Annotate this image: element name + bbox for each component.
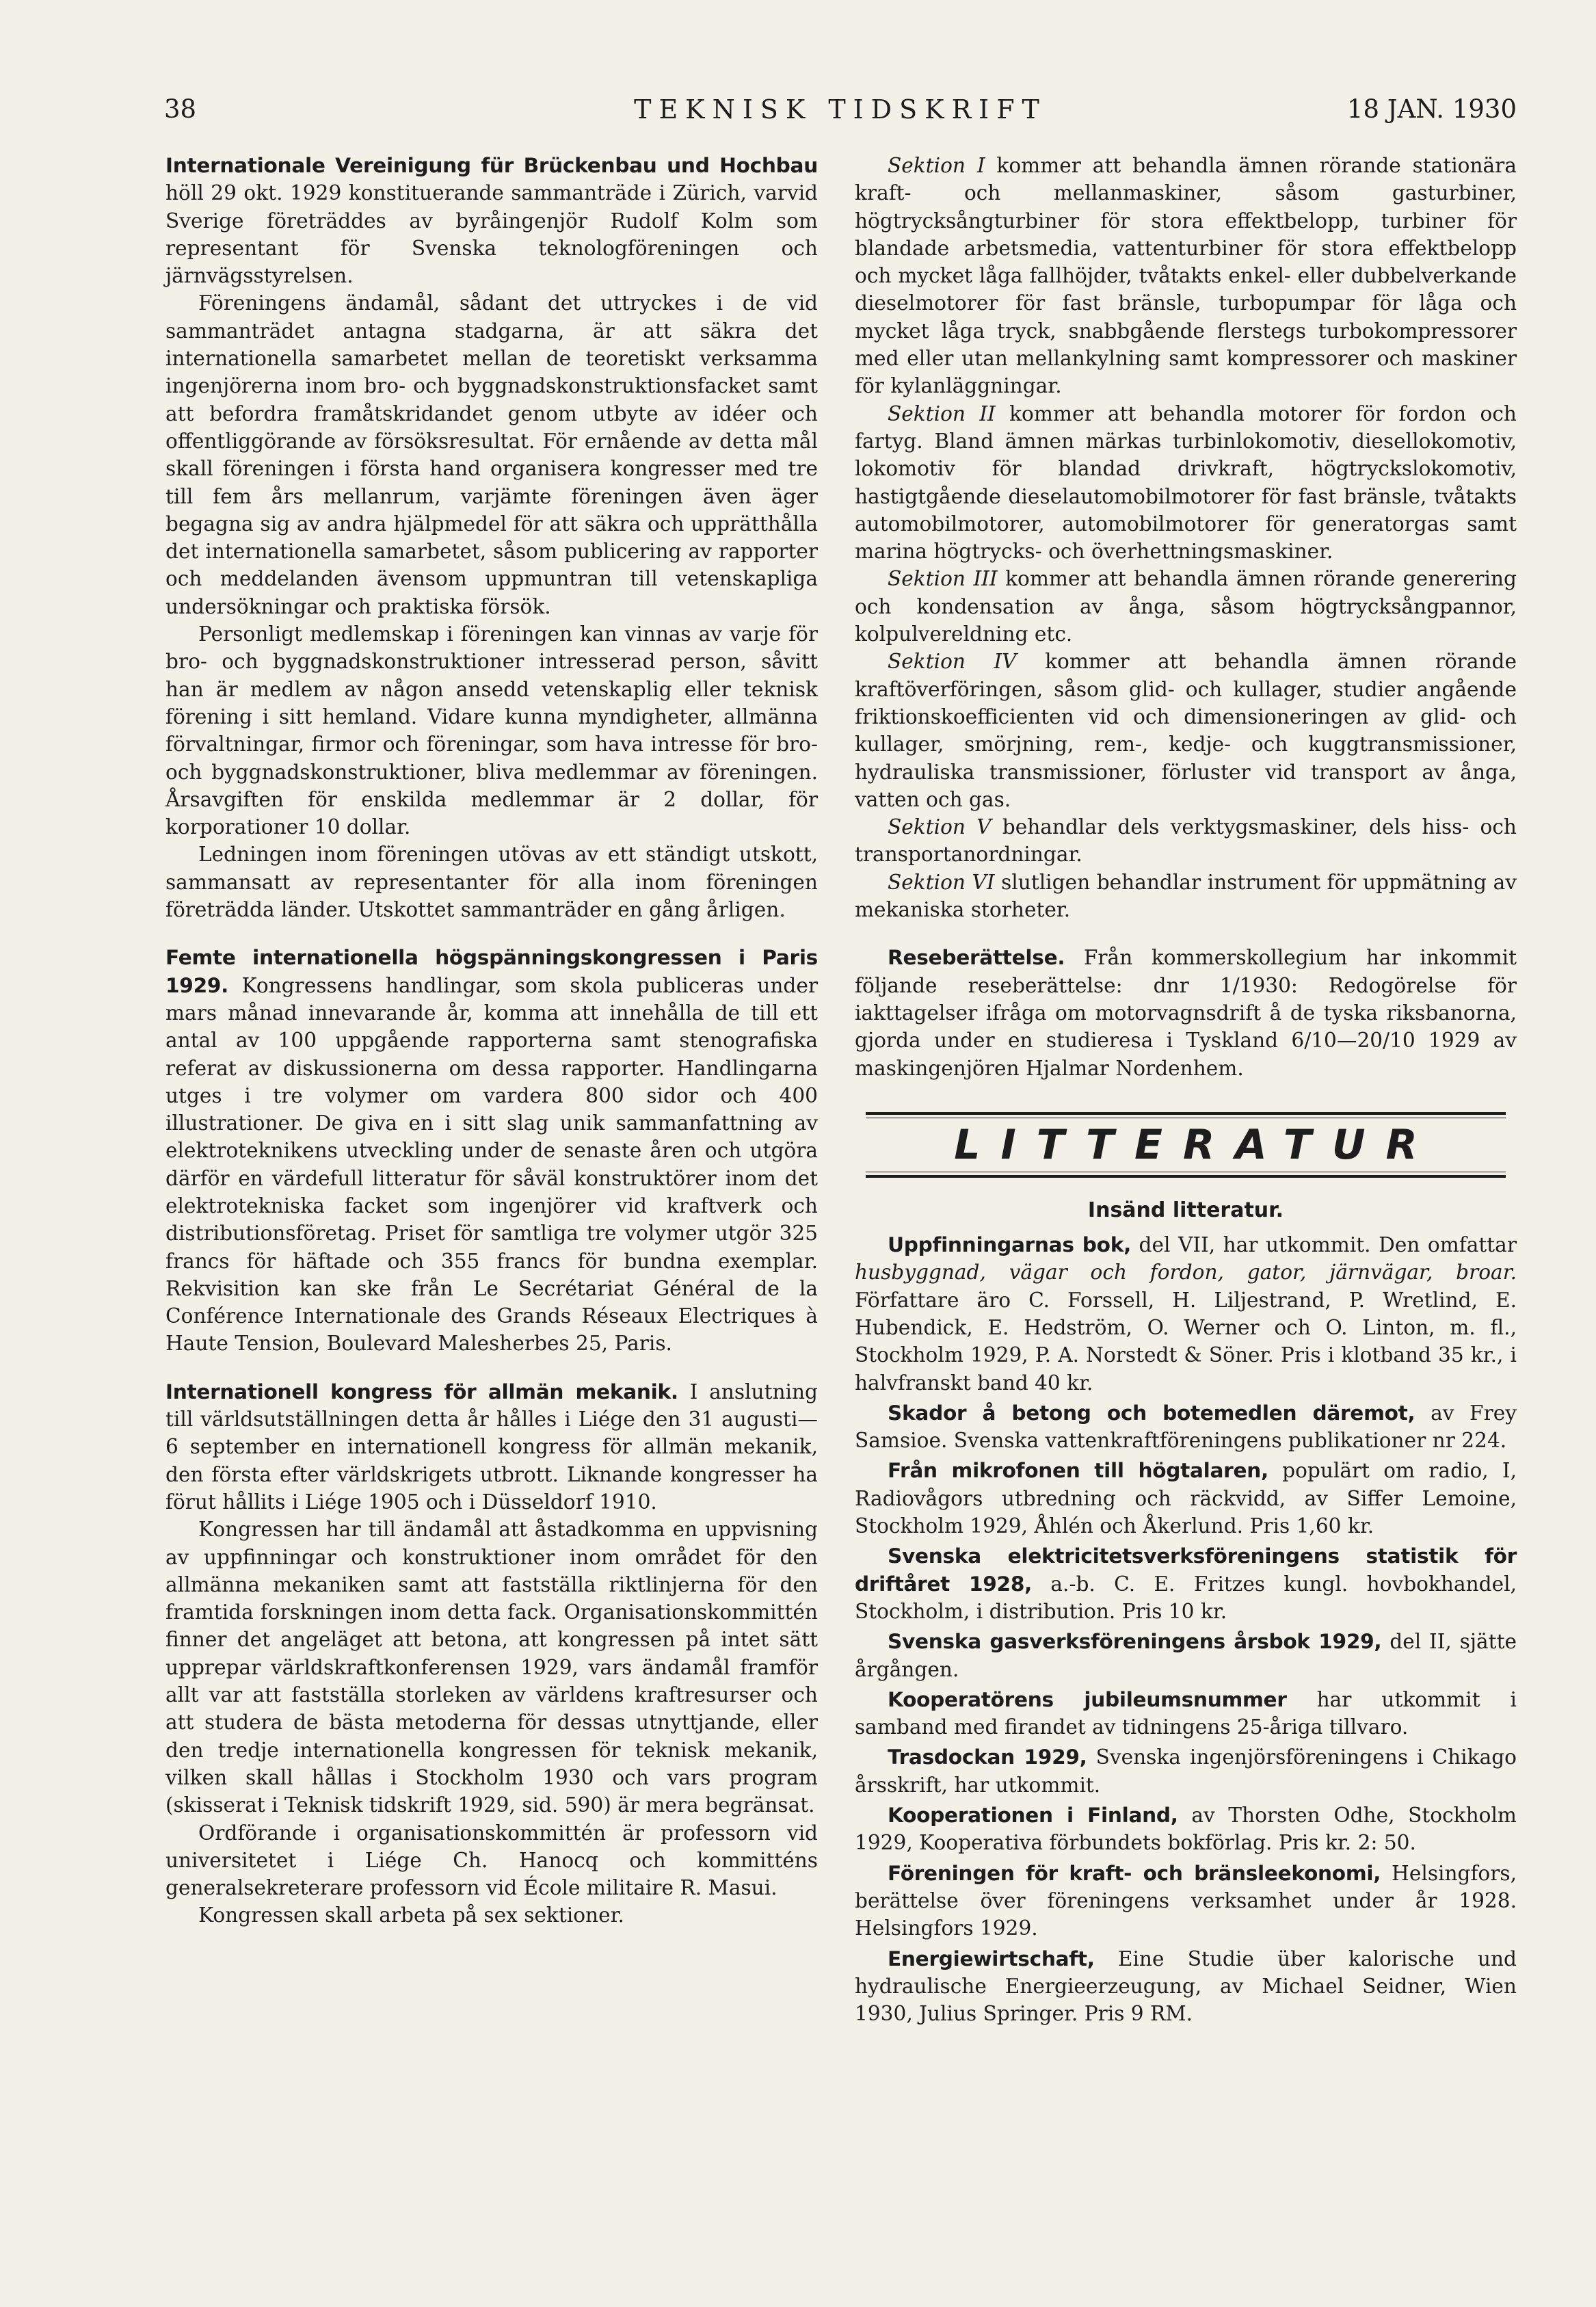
book-title: Trasdockan 1929,	[888, 1745, 1087, 1769]
list-item	[855, 1802, 1517, 1857]
page-number: 38	[164, 94, 197, 124]
article-heading: Internationale Vereinigung für Brückenbau und Hochbau	[165, 154, 818, 177]
article-heading: Femte internationella högspänningskongressen i Paris 1929.	[165, 946, 818, 997]
item-text: har utkommit i samband med firandet av tidningens 25-åriga tillvaro.	[855, 1687, 1517, 1739]
book-title: Energiewirtschaft,	[888, 1947, 1095, 1970]
section-item	[855, 565, 1517, 648]
section-label: Sektion IV	[888, 650, 1017, 674]
list-item	[855, 1399, 1517, 1455]
journal-title: TEKNISK TIDSKRIFT	[634, 94, 1047, 124]
section-text: kommer att behandla motorer för fordon och fartyg. Bland ämnen märkas turbinlokomotiv, diesellokomotiv, lokomotiv för blandad drivkraft, högtryckslokomotiv, hastigtgående dieselautomobilmotorer för fast bränsle, tvåtakts automobilmotorer, automobilmotorer för generatorgas samt marina högtrycks- och överhettningsmaskiner.	[855, 401, 1517, 564]
item-text: Eine Studie über kalorische und hydraulische Energieerzeugung, av Michael Seidner, Wien 1930, Julius Springer. Pris 9 RM.	[855, 1947, 1517, 2026]
section-item	[855, 648, 1517, 813]
item-text: Helsingfors, berättelse över föreningens verksamhet under år 1928. Helsingfors 1929.	[855, 1861, 1517, 1940]
article-heading: Internationell kongress för allmän mekanik.	[165, 1380, 678, 1403]
paragraph-text: Kongressens handlingar, som skola publiceras under mars månad innevarande år, komma att innehålla de till ett antal av 100 uppgående rapporterna samt stenografiska referat av diskussionerna om dessa rapporter. Handlingarna utges i tre volymer om vardera 800 sidor och 400 illustrationer. De giva en i sitt slag unik sammanfattning av elektroteknikens utveckling under de senaste åren och utgöra därför en värdefull litteratur för såväl konstruktörer inom det elektrotekniska facket som ingenjörer vid kraftverk och distributionsföretag. Priset för samtliga tre volymer utgör 325 francs för häftade och 355 francs för bundna exemplar. Rekvisition kan ske från Le Secrétariat Général de la Conférence Internationale des Grands Réseaux Electriques à Haute Tension, Boulevard Malesherbes 25, Paris.	[165, 973, 818, 1356]
article-reseberattelse	[855, 944, 1517, 1081]
item-topics: husbyggnad, vägar och fordon, gator, järnvägar, broar.	[855, 1261, 1517, 1284]
section-label: Sektion V	[888, 815, 992, 839]
list-item	[855, 1628, 1517, 1683]
section-item	[855, 152, 1517, 400]
book-title: Skador å betong och botemedlen däremot,	[888, 1401, 1415, 1425]
paragraph-text: Från kommerskollegium har inkommit följande reseberättelse: dnr 1/1930: Redogörelse för iakttagelser ifråga om motorvagnsdrift å de tyska riksbanorna, gjorda under en studieresa i Tyskland 6/10—20/10 1929 av maskingenjören Hjalmar Nordenhem.	[855, 946, 1517, 1080]
book-title: Föreningen för kraft- och bränsleekonomi,	[888, 1861, 1381, 1885]
section-text: kommer att behandla ämnen rörande kraftöverföringen, såsom glid- och kullager, studier angående friktionskoefficienten vid och dimensioneringen av glid- och kullager, smörjning, rem-, kedje- och kuggtransmissioner, hydrauliska transmissioner, förluster vid transport av ånga, vatten och gas.	[855, 650, 1517, 811]
paragraph: Ordförande i organisationskommittén är professorn vid universitetet i Liége Ch. Hanocq och kommitténs generalsekreterare professorn vid École militaire R. Masui.	[165, 1821, 818, 1900]
paragraph: Kongressen skall arbeta på sex sektioner.	[198, 1903, 624, 1927]
right-column	[855, 152, 1517, 2030]
list-item	[855, 1860, 1517, 1942]
item-text: av Frey Samsioe. Svenska vattenkraftföreningens publikationer nr 224.	[855, 1401, 1517, 1453]
section-label: Sektion I	[888, 154, 985, 177]
item-text: Författare äro C. Forssell, H. Liljestrand, P. Wretlind, E. Hubendick, E. Hedström, O. Werner och O. Linton, m. fl., Stockholm 1929, P. A. Norstedt & Söner. Pris i klotband 35 kr., i halvfranskt band 40 kr.	[855, 1288, 1517, 1395]
list-item	[855, 1542, 1517, 1625]
article-vereinigung-intro	[165, 152, 818, 289]
book-title: Kooperationen i Finland,	[888, 1804, 1178, 1828]
section-label: Sektion VI	[888, 870, 995, 894]
item-text: av Thorsten Odhe, Stockholm 1929, Kooperativa förbundets bokförlag. Pris kr. 2: 50.	[855, 1804, 1517, 1855]
article-hogspanning	[165, 944, 818, 1357]
paragraph: Kongressen har till ändamål att åstadkomma en uppvisning av uppfinningar och konstruktioner inom området för den allmänna mekaniken samt att fastställa riktlinjerna för den framtida forskningen inom detta fack. Organisationskommittén finner det angeläget att betona, att kongressen på intet sätt upprepar världskraftkonferensen 1929, vars ändamål framför allt var att fastställa storleken av världens kraftresurser och att studera de bästa metoderna för dessas utnyttjande, eller den tredje internationella kongressen för teknisk mekanik, vilken skall hållas i Stockholm 1930 och vars program (skisserat i Teknisk tidskrift 1929, sid. 590) är mera begränsat.	[165, 1518, 818, 1817]
list-item	[855, 1457, 1517, 1540]
subheading: Insänd litteratur.	[1087, 1198, 1284, 1222]
section-text: behandlar dels verktygsmaskiner, dels hiss- och transportanordningar.	[855, 815, 1517, 867]
section-item	[855, 869, 1517, 924]
issue-date: 18 JAN. 1930	[1346, 94, 1517, 124]
book-title: Svenska gasverksföreningens årsbok 1929,	[888, 1630, 1382, 1654]
banner-title: LITTERATUR	[866, 1118, 1506, 1172]
item-text: Svenska ingenjörsföreningens i Chikago årsskrift, har utkommit.	[855, 1745, 1517, 1797]
list-item	[855, 1686, 1517, 1741]
list-item	[855, 1945, 1517, 2028]
list-item	[855, 1231, 1517, 1397]
paragraph-text: I anslutning till världsutställningen detta år hålles i Liége den 31 augusti—6 september en internationell kongress för allmän mekanik, den första efter världskrigets utbrott. Liknande kongresser ha förut hållits i Liége 1905 och i Düsseldorf 1910.	[165, 1380, 818, 1514]
paragraph: Föreningens ändamål, sådant det uttryckes i de vid sammanträdet antagna stadgarna, är att säkra det internationella samarbetet mellan de teoretiskt verksamma ingenjörerna inom bro- och byggnadskonstruktionsfacket samt att befordra framåtskridandet genom utbyte av idéer och offentliggörande av försöksresultat. För ernående av detta mål skall föreningen i första hand organisera kongresser med tre till fem års mellanrum, varjämte föreningen även äger begagna sig av andra hjälpmedel för att säkra och upprätthålla det internationella samarbetet, såsom publicering av rapporter och meddelanden ävensom uppmuntran till vetenskapliga undersökningar och praktiska försök.	[165, 291, 818, 618]
litteratur-banner	[866, 1112, 1506, 1178]
section-text: kommer att behandla ämnen rörande generering och kondensation av ånga, såsom högtrycksångpannor, kolpulvereldning etc.	[855, 567, 1517, 646]
spacer	[855, 923, 1517, 944]
item-text: a.-b. C. E. Fritzes kungl. hovbokhandel, Stockholm, i distribution. Pris 10 kr.	[855, 1572, 1517, 1623]
section-label: Sektion II	[888, 401, 996, 425]
section-label: Sektion III	[888, 567, 998, 591]
book-title: Svenska elektricitetsverksföreningens statistik för driftåret 1928,	[855, 1544, 1517, 1596]
article-mekanik	[165, 1378, 818, 1516]
spacer	[165, 923, 818, 944]
paragraph: Personligt medlemskap i föreningen kan vinnas av varje för bro- och byggnadskonstruktioner intresserad person, såvitt han är medlem av någon ansedd vetenskaplig eller teknisk förening i sitt hemland. Vidare kunna myndigheter, allmänna förvaltningar, firmor och föreningar, som hava intresse för bro- och byggnadskonstruktioner, bliva medlemmar av föreningen. Årsavgiften för enskilda medlemmar är 2 dollar, för korporationer 10 dollar.	[165, 622, 818, 839]
literature-list	[855, 1231, 1517, 2027]
section-text: kommer att behandla ämnen rörande stationära kraft- och mellanmaskiner, såsom gasturbiner, högtrycksångturbiner för stora effektbelopp, turbiner för blandade arbetsmedia, vattenturbiner för stora effektbelopp och mycket låga fallhöjder, tvåtakts enkel- eller dubbelverkande dieselmotorer för fast bränsle, turbopumpar för låga och mycket låga tryck, snabbgående flerstegs turbokompressorer med eller utan mellankylning samt kompressorer och maskiner för kylanläggningar.	[855, 154, 1517, 398]
section-item	[855, 400, 1517, 566]
book-title: Kooperatörens jubileumsnummer	[888, 1687, 1287, 1711]
left-column	[165, 152, 818, 1929]
item-text: del II, sjätte årgången.	[855, 1630, 1517, 1681]
article-heading: Reseberättelse.	[888, 946, 1065, 970]
list-item	[855, 1743, 1517, 1799]
item-text: populärt om radio, I, Radiovågors utbredning och räckvidd, av Siffer Lemoine, Stockholm 1929, Åhlén och Åkerlund. Pris 1,60 kr.	[855, 1459, 1517, 1538]
item-text: del VII, har utkommit. Den omfattar	[1139, 1233, 1517, 1257]
spacer	[165, 1358, 818, 1378]
book-title: Från mikrofonen till högtalaren,	[888, 1459, 1268, 1483]
section-item	[855, 813, 1517, 869]
running-header	[164, 94, 1517, 135]
section-text: slutligen behandlar instrument för uppmätning av mekaniska storheter.	[855, 870, 1517, 922]
paragraph: Ledningen inom föreningen utövas av ett ständigt utskott, sammansatt av representanter för alla inom föreningen företrädda länder. Utskottet sammanträder en gång årligen.	[165, 843, 818, 922]
book-title: Uppfinningarnas bok,	[888, 1233, 1132, 1257]
paragraph-text: höll 29 okt. 1929 konstituerande sammanträde i Zürich, varvid Sverige företräddes av byråingenjör Rudolf Kolm som representant för Svenska teknologföreningen och järnvägsstyrelsen.	[165, 181, 818, 288]
